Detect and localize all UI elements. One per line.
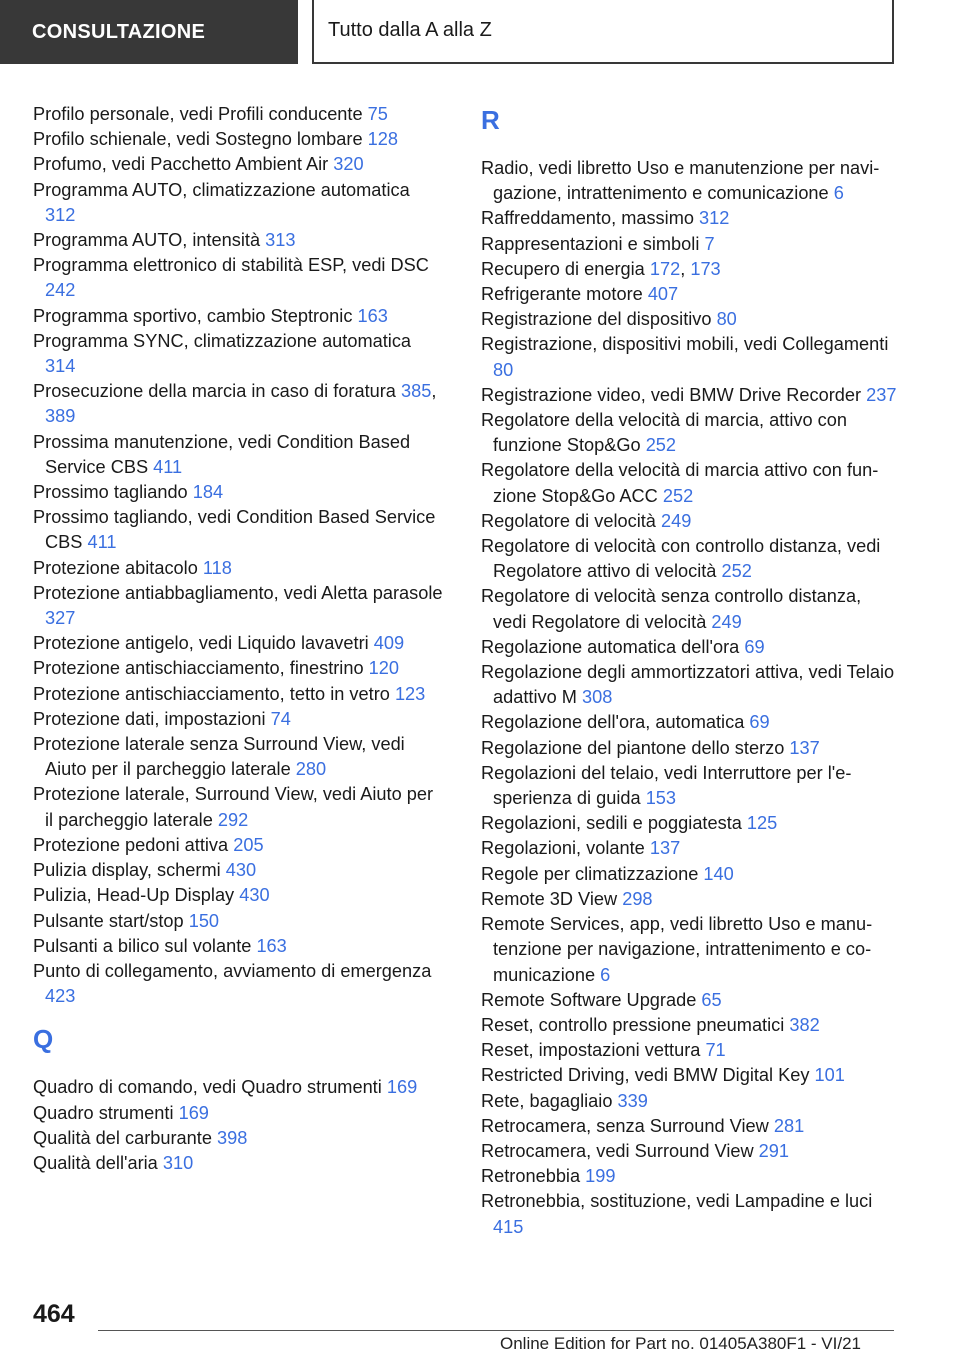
index-entry-text: Regolazione degli ammortizzatori attiva, vedi Telaio adattivo M	[481, 662, 895, 708]
page-reference-link[interactable]: 292	[217, 809, 249, 830]
index-entry	[481, 383, 899, 408]
index-entry-text: Regolazioni, sedili e poggiatesta	[481, 813, 742, 834]
index-entry	[33, 656, 443, 681]
index-entry-text: Rete, bagagliaio	[481, 1090, 613, 1111]
page-reference-link[interactable]: 101	[814, 1065, 845, 1086]
index-entry-text: Protezione antischiacciamento, finestrino	[33, 658, 364, 679]
index-entry	[481, 1089, 899, 1114]
index-entry-text: Protezione dati, impostazioni	[33, 708, 266, 729]
index-entry-text: Radio, vedi libretto Uso e manutenzione per navigazione, intrattenimento e comunicazione	[481, 158, 880, 204]
index-entry-text: Profilo personale, vedi Profili conducente	[33, 104, 363, 124]
index-entry-text: Protezione antiabbagliamento, vedi Aletta parasole	[33, 582, 443, 603]
page-reference-link[interactable]: 137	[649, 838, 681, 859]
index-entry	[481, 458, 899, 508]
page-reference-link[interactable]: 173	[690, 258, 721, 279]
header-title: Tutto dalla A alla Z	[312, 0, 894, 64]
index-entry-text: Remote Services, app, vedi libretto Uso e manutenzione per navigazione, intrattenimento e comunicazione	[481, 914, 873, 985]
index-entry	[481, 1189, 899, 1239]
index-entry-text: Qualità del carburante	[33, 1127, 212, 1148]
page-reference-link[interactable]: 252	[721, 561, 752, 582]
index-entry	[33, 152, 443, 177]
page-reference-link[interactable]: 430	[225, 860, 257, 881]
index-entry	[481, 1063, 899, 1088]
page-reference-link[interactable]: 407	[647, 284, 679, 305]
index-entry	[33, 934, 443, 959]
index-entry-text: Regole per climatizzazione	[481, 863, 699, 884]
index-entry	[33, 631, 443, 656]
page-number: 464	[33, 1300, 75, 1328]
page-reference-link[interactable]: 281	[773, 1115, 805, 1136]
index-entry-text: Regolazione dell'ora, automatica	[481, 712, 745, 733]
index-entry-text: Regolatore della velocità di marcia, attivo con funzione Stop&Go	[481, 410, 847, 456]
index-entry	[481, 836, 899, 861]
index-column-right	[481, 102, 899, 1240]
index-entry	[33, 127, 443, 152]
index-entry	[33, 1075, 443, 1100]
index-entry-text: Profumo, vedi Pacchetto Ambient Air	[33, 154, 329, 175]
index-entry	[33, 178, 443, 228]
index-entry	[481, 206, 899, 231]
page-reference-link[interactable]: 430	[239, 885, 270, 906]
index-entry	[481, 710, 899, 735]
index-entry	[481, 408, 899, 458]
page-header	[0, 0, 960, 66]
index-entry	[481, 534, 899, 584]
index-entry-text: Prosecuzione della marcia in caso di foratura	[33, 381, 396, 402]
page-reference-link[interactable]: 385	[401, 381, 432, 402]
index-entry	[481, 887, 899, 912]
section-tab: CONSULTAZIONE	[0, 0, 298, 64]
page-reference-link[interactable]: 137	[789, 737, 820, 758]
index-entry	[481, 1164, 899, 1189]
page-reference-link[interactable]: 308	[581, 687, 613, 708]
index-entry	[481, 1114, 899, 1139]
index-entry-text: Registrazione, dispositivi mobili, vedi Collegamenti	[481, 334, 889, 355]
index-entry-text: Punto di collegamento, avviamento di emergenza	[33, 960, 432, 981]
index-entry-text: Restricted Driving, vedi BMW Digital Key	[481, 1065, 810, 1086]
page-reference-link[interactable]: 320	[333, 154, 364, 175]
index-entry-text: Programma sportivo, cambio Steptronic	[33, 305, 353, 326]
page-reference-link[interactable]: 7	[704, 233, 715, 254]
index-entry	[33, 253, 443, 303]
index-entry	[33, 581, 443, 631]
index-entry-text: Regolatore di velocità con controllo distanza, vedi Regolatore attivo di velocità	[481, 536, 881, 582]
page-reference-link[interactable]: 128	[367, 129, 399, 150]
index-entry-text: Programma elettronico di stabilità ESP, vedi DSC	[33, 255, 429, 276]
page-reference-link[interactable]: 123	[394, 683, 426, 704]
index-entry-text: Quadro strumenti	[33, 1102, 174, 1123]
index-entry-text: Protezione antigelo, vedi Liquido lavavetri	[33, 633, 369, 654]
page-reference-link[interactable]: 184	[192, 482, 224, 503]
page-reference-link[interactable]: 237	[866, 384, 897, 405]
index-entry-text: Programma AUTO, intensità	[33, 230, 261, 251]
index-entry	[481, 509, 899, 534]
index-entry	[33, 228, 443, 253]
page-reference-link[interactable]: 252	[662, 485, 694, 506]
page-reference-link[interactable]: 205	[233, 834, 264, 855]
index-entry-text: Refrigerante motore	[481, 284, 643, 305]
page-reference-link[interactable]: 249	[660, 510, 692, 531]
index-entry-text: Regolatore della velocità di marcia attivo con funzione Stop&Go ACC	[481, 460, 879, 506]
index-entry	[33, 732, 443, 782]
page-reference-link[interactable]: 249	[711, 611, 742, 632]
page-reference-link[interactable]: 291	[758, 1140, 790, 1161]
index-entry	[33, 909, 443, 934]
page-reference-link[interactable]: 120	[368, 658, 400, 679]
index-entry-text: Qualità dell'aria	[33, 1152, 158, 1173]
index-entry-text: Quadro di comando, vedi Quadro strumenti	[33, 1077, 382, 1098]
index-entry	[33, 707, 443, 732]
index-entry-text: Regolatore di velocità	[481, 510, 656, 531]
page-reference-link[interactable]: 242	[45, 280, 76, 301]
index-entry	[33, 430, 443, 480]
index-entry-text: Pulsanti a bilico sul volante	[33, 935, 252, 956]
index-entry-text: Retronebbia	[481, 1166, 581, 1187]
page-reference-link[interactable]: 310	[162, 1152, 194, 1173]
index-entry-text: Regolazioni, volante	[481, 838, 645, 859]
index-entry-text: Registrazione video, vedi BMW Drive Recorder	[481, 384, 862, 405]
index-entry	[33, 329, 443, 379]
index-entry: Prosecuzione della marcia in caso di foratura 385, 389	[33, 381, 437, 427]
page-reference-link[interactable]: 252	[645, 435, 677, 456]
page-reference-link[interactable]: 411	[87, 532, 117, 553]
page-reference-link[interactable]: 298	[622, 888, 653, 909]
page-reference-link[interactable]: 312	[45, 204, 76, 225]
page-reference-link[interactable]: 382	[789, 1014, 820, 1035]
index-entry-text: Regolazioni del telaio, vedi Interruttore per l'esperienza di guida	[481, 762, 852, 809]
index-entry-text: Retrocamera, vedi Surround View	[481, 1140, 754, 1161]
index-entry-text: Reset, impostazioni vettura	[481, 1040, 701, 1061]
index-entry	[481, 862, 899, 887]
page-reference-link[interactable]: 153	[645, 788, 677, 809]
page-reference-link[interactable]: 339	[617, 1090, 648, 1111]
index-entry	[481, 1139, 899, 1164]
index-entry	[33, 883, 443, 908]
index-entry	[481, 660, 899, 710]
page-reference-link[interactable]: 75	[367, 104, 388, 124]
index-entry	[481, 761, 899, 811]
page-reference-link[interactable]: 118	[202, 557, 232, 578]
index-entry-text: Protezione abitacolo	[33, 557, 198, 578]
index-entry	[33, 102, 443, 127]
index-entry-text: Raffreddamento, massimo	[481, 208, 694, 229]
index-entry	[481, 1038, 899, 1063]
index-entry	[481, 332, 899, 382]
page-reference-link[interactable]: 71	[705, 1040, 726, 1061]
index-entry	[33, 1126, 443, 1151]
page-reference-link[interactable]: 74	[270, 708, 291, 729]
page-reference-link[interactable]: 313	[265, 230, 296, 251]
page-reference-link[interactable]: 169	[386, 1077, 418, 1098]
index-entry-text: Retrocamera, senza Surround View	[481, 1115, 769, 1136]
index-entry	[481, 736, 899, 761]
index-entry	[481, 912, 899, 988]
index-entry-text: Reset, controllo pressione pneumatici	[481, 1014, 785, 1035]
index-entry-text: Pulsante start/stop	[33, 910, 184, 931]
index-entry	[33, 480, 443, 505]
page-reference-link[interactable]: 65	[701, 989, 722, 1010]
page-reference-link[interactable]: 80	[493, 359, 514, 380]
index-entry-text: Profilo schienale, vedi Sostegno lombare	[33, 129, 363, 150]
page-reference-link[interactable]: 314	[45, 356, 76, 377]
page-reference-link[interactable]: 398	[217, 1127, 248, 1148]
page-reference-link[interactable]: 163	[357, 305, 388, 326]
index-entry-text: Protezione laterale senza Surround View, vedi Aiuto per il parcheggio laterale	[33, 734, 405, 780]
index-entry	[481, 635, 899, 660]
index-entry-text: Regolazione automatica dell'ora	[481, 636, 740, 657]
index-entry	[33, 782, 443, 832]
index-entry	[33, 833, 443, 858]
index-entry-text: Remote Software Upgrade	[481, 989, 697, 1010]
index-entry-text: Registrazione del dispositivo	[481, 309, 712, 330]
index-entry-text: Regolazione del piantone dello sterzo	[481, 737, 785, 758]
index-entry	[481, 232, 899, 257]
page-reference-link[interactable]: 423	[45, 986, 76, 1007]
index-entry	[33, 1151, 443, 1176]
index-entry-text: Rappresentazioni e simboli	[481, 233, 700, 254]
index-entry-text: Protezione laterale, Surround View, vedi Aiuto per il parcheggio laterale	[33, 784, 434, 830]
index-entry: Recupero di energia 172, 173	[481, 258, 721, 279]
index-entry	[33, 505, 443, 555]
index-entry-text: Prossimo tagliando	[33, 482, 188, 503]
page-reference-link[interactable]: 409	[373, 633, 405, 654]
index-entry	[33, 959, 443, 1009]
index-entry	[481, 307, 899, 332]
index-entry-text: Protezione antischiacciamento, tetto in vetro	[33, 683, 390, 704]
index-letter-heading: R	[481, 105, 500, 135]
page-reference-link[interactable]: 172	[649, 258, 681, 279]
index-letter-heading: Q	[33, 1024, 54, 1055]
index-entry	[481, 584, 899, 634]
index-entry	[481, 156, 899, 206]
index-entry-text: Recupero di energia	[481, 258, 645, 279]
index-entry-text: Retronebbia, sostituzione, vedi Lampadine e luci	[481, 1191, 873, 1212]
index-entry	[481, 1013, 899, 1038]
page-reference-link[interactable]: 6	[833, 183, 844, 204]
index-entry	[33, 556, 443, 581]
page-reference-link[interactable]: 199	[585, 1166, 616, 1187]
index-entry-text: Pulizia, Head-Up Display	[33, 885, 235, 906]
index-column-left	[33, 102, 443, 1176]
footer-divider	[98, 1330, 894, 1331]
page-reference-link[interactable]: 280	[295, 759, 327, 780]
index-entry	[33, 304, 443, 329]
page-reference-link[interactable]: 140	[703, 863, 734, 884]
index-entry-text: Prossimo tagliando, vedi Condition Based Service CBS	[33, 507, 436, 553]
footer-text: Online Edition for Part no. 01405A380F1 - VI/21	[500, 1334, 862, 1353]
page-reference-link[interactable]: 80	[716, 309, 737, 330]
index-entry	[33, 858, 443, 883]
page-reference-link[interactable]: 169	[178, 1102, 209, 1123]
index-entry-text: Programma AUTO, climatizzazione automatica	[33, 179, 410, 200]
page-reference-link[interactable]: 415	[493, 1216, 524, 1237]
page-reference-link[interactable]: 69	[749, 712, 770, 733]
index-entry-text: Prossima manutenzione, vedi Condition Based Service CBS	[33, 431, 411, 477]
page-reference-link[interactable]: 312	[699, 208, 730, 229]
page-reference-link[interactable]: 389	[45, 406, 76, 427]
page-reference-link[interactable]: 69	[744, 636, 765, 657]
index-entry	[481, 988, 899, 1013]
page-reference-link[interactable]: 6	[600, 964, 611, 985]
page-reference-link[interactable]: 327	[45, 608, 76, 629]
index-entry-text: Protezione pedoni attiva	[33, 834, 229, 855]
page-reference-link[interactable]: 411	[153, 456, 183, 477]
index-entry	[33, 1101, 443, 1126]
index-entry-text: Remote 3D View	[481, 888, 618, 909]
page-reference-link[interactable]: 150	[188, 910, 220, 931]
index-entry-text: Regolatore di velocità senza controllo distanza, vedi Regolatore di velocità	[481, 586, 862, 632]
page-reference-link[interactable]: 125	[746, 813, 778, 834]
index-entry	[481, 811, 899, 836]
index-entry	[33, 682, 443, 707]
index-entry	[481, 282, 899, 307]
index-entry-text: Programma SYNC, climatizzazione automatica	[33, 330, 412, 351]
index-entry-text: Pulizia display, schermi	[33, 860, 221, 881]
page-reference-link[interactable]: 163	[256, 935, 287, 956]
